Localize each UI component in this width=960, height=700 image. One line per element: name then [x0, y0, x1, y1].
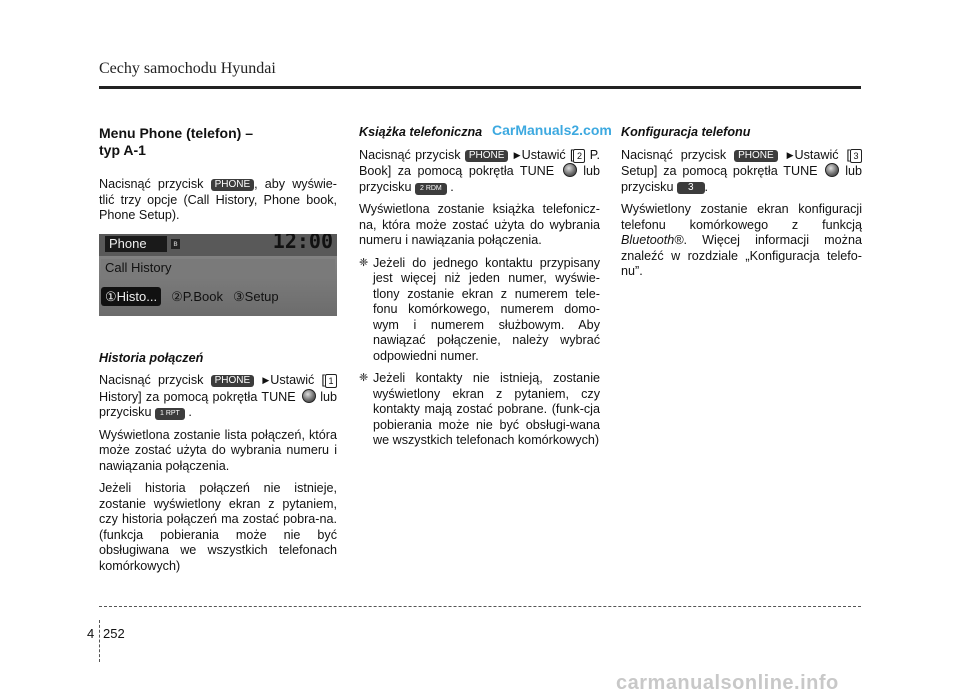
- rdm-button-icon: 2 RDM: [415, 183, 447, 195]
- running-header: Cechy samochodu Hyundai: [99, 60, 276, 77]
- note-item: [359, 371, 600, 449]
- column-1: [99, 125, 337, 581]
- screen-options: [101, 284, 335, 310]
- instr-text-a: Nacisnąć przycisk: [99, 373, 204, 387]
- paragraph: Jeżeli historia połączeń nie istnieje, zostanie wyświetlony ekran z pytaniem, czy historia połączeń ma zostać pobra-na. (funkcja pobierania może nie być obsługiwana we wszystkich telefonach komórkowych): [99, 481, 337, 573]
- instr-text-b: Ustawić [: [270, 373, 326, 387]
- footer-rule: [99, 606, 861, 607]
- number-box-icon: 2: [573, 149, 585, 163]
- footer-divider: [99, 620, 100, 662]
- section-heading-line1: Menu Phone (telefon) –: [99, 125, 253, 141]
- tune-knob-icon: [302, 389, 316, 403]
- note-mark-icon: ❈: [359, 256, 369, 269]
- tune-knob-icon: [563, 163, 577, 177]
- section-heading-line2: typ A-1: [99, 142, 146, 158]
- instr-text-e: .: [704, 179, 709, 194]
- phone-book-instruction: [359, 148, 600, 196]
- screen-row-call-history: Call History: [101, 259, 335, 276]
- instr-text-d: przycisku: [621, 179, 674, 194]
- column-2: [359, 125, 600, 456]
- subheading-phone-setup: Konfiguracja telefonu: [621, 125, 751, 139]
- phone-button-icon: PHONE: [465, 150, 509, 162]
- instr-text-e: .: [450, 179, 454, 194]
- screen-title: Phone: [105, 236, 167, 252]
- tune-knob-icon: [825, 163, 839, 177]
- intro-paragraph: [99, 177, 337, 224]
- setup-text-a: Wyświetlony zostanie ekran konfiguracji telefonu komórkowego z funkcją: [621, 202, 862, 232]
- phone-setup-instruction: [621, 148, 862, 196]
- column-3: [621, 125, 862, 287]
- instr-text-b: Ustawić [: [521, 147, 574, 162]
- chapter-number: 4: [87, 626, 95, 641]
- instr-text-e: .: [188, 405, 192, 419]
- setup-paragraph: [621, 202, 862, 280]
- instr-text-d: lub przycisku: [359, 164, 601, 194]
- arrow-right-icon: ▶: [513, 149, 521, 160]
- instr-text-c: History] za pomocą pokrętła TUNE: [99, 389, 296, 404]
- screen-option-setup: ③Setup: [233, 288, 279, 304]
- instr-text-a: Nacisnąć przycisk: [359, 147, 461, 162]
- bluetooth-icon: ʙ: [171, 239, 180, 249]
- watermark-bottom: carmanualsonline.info: [616, 672, 839, 694]
- phone-button-icon: PHONE: [211, 179, 255, 191]
- section-heading: [99, 125, 337, 159]
- instr-text-c2: lub: [845, 164, 863, 178]
- number-box-icon: 1: [325, 374, 337, 388]
- arrow-right-icon: ▶: [262, 375, 270, 385]
- note-mark-icon: ❈: [359, 372, 369, 384]
- page-number: 252: [103, 626, 125, 641]
- bluetooth-brand-text: Bluetooth®: [621, 233, 684, 247]
- instr-text-c: Setup] za pomocą pokrętła TUNE: [621, 164, 818, 178]
- instr-text-d: lub przycisku: [99, 389, 338, 419]
- phone-button-icon: PHONE: [211, 375, 255, 387]
- header-rule: [99, 86, 861, 89]
- intro-text-b: , aby wyświe-tlić trzy opcje (Call History, Phone book, Phone Setup).: [99, 177, 337, 222]
- paragraph: Wyświetlona zostanie książka telefonicz-na, która może zostać użyta do wybrania numeru i nawiązania połączenia.: [359, 202, 600, 247]
- note-text: Jeżeli do jednego kontaktu przypisany jest więcej niż jeden numer, wyświe-tlony zostanie ekran z numerem tele-fonu komórkowego, numerem domo-wym i numerem służbowym. Aby nawiązać połączenie, należy wybrać odpowiedni numer.: [373, 255, 600, 363]
- watermark-top: CarManuals2.com: [492, 122, 612, 138]
- arrow-right-icon: ▶: [786, 149, 794, 160]
- instr-text-a: Nacisnąć przycisk: [621, 147, 727, 162]
- paragraph: Wyświetlona zostanie lista połączeń, która może zostać użyta do wybrania numeru i nawiązania połączenia.: [99, 427, 337, 473]
- instr-text-c: P. Book] za pomocą pokrętła TUNE: [359, 147, 601, 178]
- subheading-call-history: Historia połączeń: [99, 350, 204, 365]
- note-text: Jeżeli kontakty nie istnieją, zostanie wyświetlony ekran z pytaniem, czy kontakty mają zostać pobrane. (funk-cja pobierania może nie być obsługi-wana we wszystkich telefonach komórkowych): [373, 371, 600, 447]
- setup-text-b: . Więcej informacji można znaleźć w rozdziale „Konfiguracja telefo-nu”.: [621, 233, 862, 278]
- rpt-button-icon: 1 RPT: [155, 408, 185, 420]
- note-item: [359, 256, 600, 365]
- preset-3-button-icon: 3: [677, 182, 705, 194]
- screen-option-history: ①Histo...: [101, 287, 161, 307]
- phone-button-icon: PHONE: [734, 150, 778, 162]
- call-history-instruction: [99, 373, 337, 421]
- phone-menu-screenshot: [99, 234, 337, 316]
- subheading-phone-book: Książka telefoniczna: [359, 125, 483, 139]
- instr-text-b: Ustawić [: [794, 147, 851, 162]
- screen-option-pbook: ②P.Book: [171, 288, 224, 304]
- intro-text-a: Nacisnąć przycisk: [99, 177, 204, 191]
- screen-clock: 12:00: [272, 233, 333, 253]
- number-box-icon: 3: [850, 149, 862, 163]
